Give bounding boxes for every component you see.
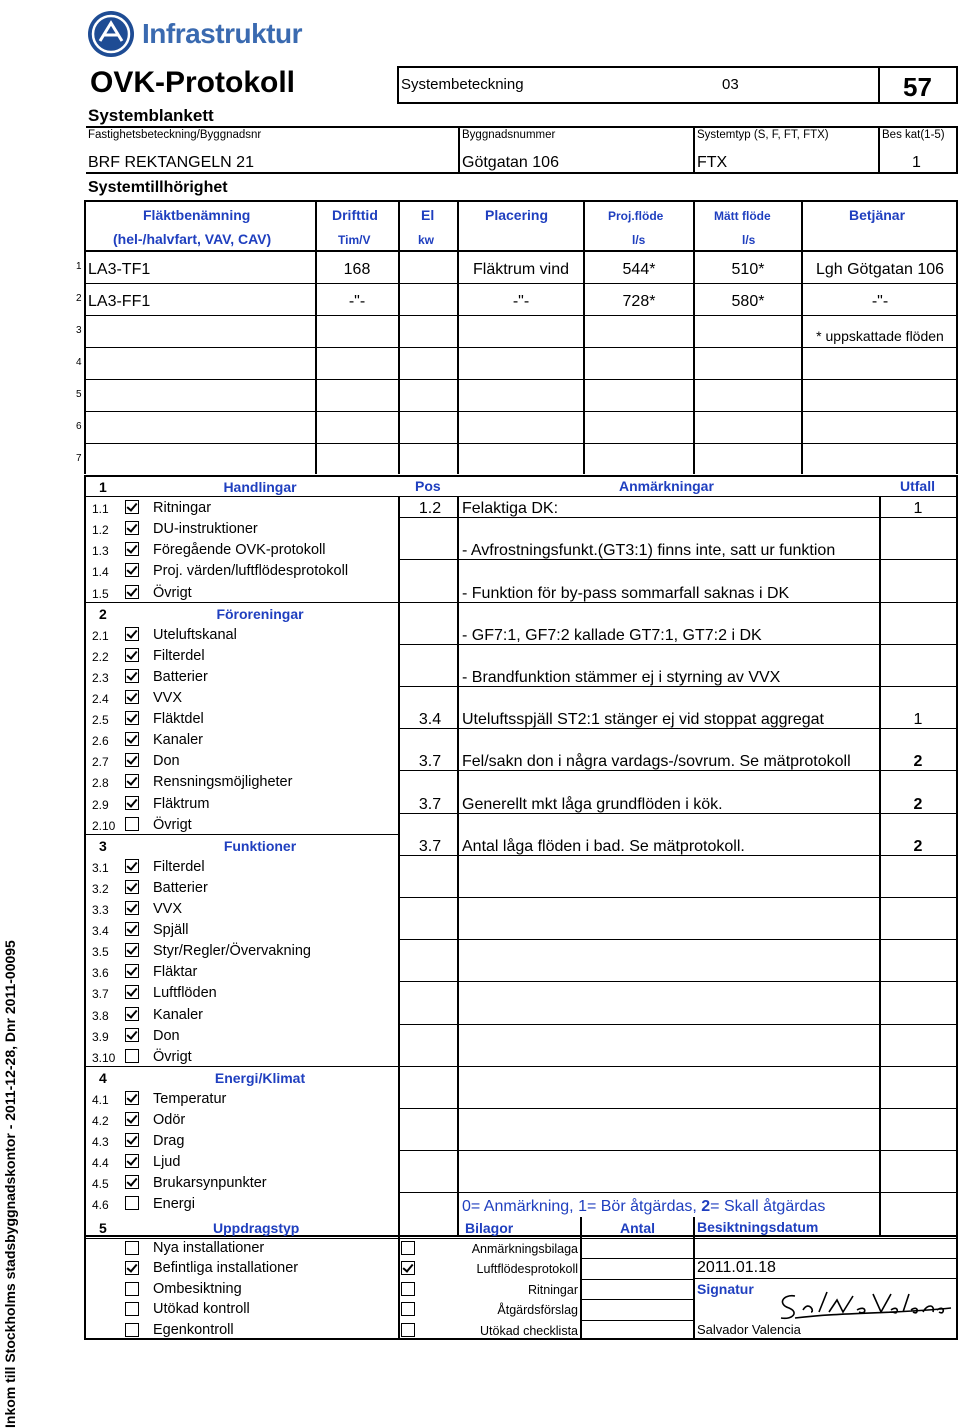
table-rule bbox=[956, 66, 958, 104]
checklist-item-number: 1.2 bbox=[92, 523, 109, 538]
uppdragstyp-checkbox[interactable] bbox=[125, 1261, 139, 1275]
remark-row-rule bbox=[398, 1024, 958, 1025]
table-rule bbox=[693, 1258, 958, 1259]
checklist-item-checkbox[interactable] bbox=[125, 1133, 139, 1147]
checklist-item-label: Odör bbox=[153, 1112, 186, 1128]
section-title: Föroreningar bbox=[216, 605, 304, 622]
header-pos: Pos bbox=[415, 478, 441, 494]
table-rule bbox=[879, 496, 881, 1237]
section-rule bbox=[84, 1066, 400, 1067]
systemtyp-value: FTX bbox=[697, 154, 728, 171]
fan-betjanar: * uppskattade flöden bbox=[816, 328, 944, 344]
checklist-item-number: 3.10 bbox=[92, 1050, 116, 1065]
checklist-item-number: 4.1 bbox=[92, 1092, 109, 1107]
fan-column-rule bbox=[457, 200, 459, 474]
remark-row-rule bbox=[398, 897, 958, 898]
checklist-item-checkbox[interactable] bbox=[125, 817, 139, 831]
table-rule bbox=[458, 126, 460, 174]
beskat-label: Bes kat(1-5) bbox=[882, 129, 945, 141]
checklist-item-number: 2.2 bbox=[92, 649, 109, 664]
checklist-item-number: 3.9 bbox=[92, 1029, 109, 1044]
table-rule bbox=[693, 126, 695, 174]
header-flaktbenamning-sub: (hel-/halvfart, VAV, CAV) bbox=[113, 231, 272, 247]
signatur-label: Signatur bbox=[697, 1281, 754, 1297]
remark-row-rule bbox=[398, 1150, 958, 1151]
antal-row-rule bbox=[580, 1279, 693, 1280]
remark-text: Uteluftsspjäll ST2:1 stänger ej vid stoppat aggregat bbox=[462, 711, 824, 729]
checklist-item-checkbox[interactable] bbox=[125, 922, 139, 936]
checklist-item-checkbox[interactable] bbox=[125, 1049, 139, 1063]
fan-column-rule bbox=[315, 200, 317, 474]
checklist-item-label: Ljud bbox=[153, 1154, 181, 1171]
page-title: OVK-Protokoll bbox=[90, 66, 296, 99]
table-rule bbox=[86, 126, 958, 128]
remark-text: - Avfrostningsfunkt.(GT3:1) finns inte, satt ur funktion bbox=[462, 542, 836, 560]
fan-row-rule bbox=[84, 411, 958, 412]
header-placering: Placering bbox=[485, 207, 549, 223]
checklist-item-checkbox[interactable] bbox=[125, 1175, 139, 1189]
section-number: 4 bbox=[99, 1069, 107, 1086]
checklist-item-label: Fläktar bbox=[153, 964, 198, 981]
remark-text: - Funktion för by-pass sommarfall saknas i DK bbox=[462, 584, 790, 602]
header-drifttid-unit: Tim/V bbox=[338, 233, 371, 247]
fastighet-label: Fastighetsbeteckning/Byggnadsnr bbox=[88, 129, 262, 141]
systemtillhorighet-heading: Systemtillhörighet bbox=[88, 179, 228, 196]
systemtyp-label: Systemtyp (S, F, FT, FTX) bbox=[697, 129, 829, 141]
checklist-item-number: 4.2 bbox=[92, 1114, 109, 1128]
page-subtitle: Systemblankett bbox=[88, 106, 214, 125]
checklist-item-number: 2.8 bbox=[92, 776, 109, 791]
bilaga-label: Ritningar bbox=[527, 1282, 578, 1297]
table-rule bbox=[84, 496, 958, 497]
systembeteckning-value: 03 bbox=[722, 76, 739, 93]
checklist-item-label: Kanaler bbox=[153, 1006, 203, 1023]
logo-emblem-icon bbox=[88, 11, 134, 57]
legend-part-2: 2 bbox=[701, 1198, 711, 1215]
bilaga-label: Utökad checklista bbox=[480, 1323, 578, 1338]
checklist-item-number: 3.3 bbox=[92, 903, 109, 917]
fan-row-rule bbox=[84, 347, 958, 348]
antal-row-rule bbox=[580, 1320, 693, 1321]
checklist-item-label: Ritningar bbox=[153, 500, 212, 517]
header-matt-unit: l/s bbox=[742, 233, 756, 247]
table-rule bbox=[457, 496, 459, 1237]
uppdragstyp-label: Nya installationer bbox=[153, 1240, 265, 1256]
fan-name: LA3-TF1 bbox=[88, 261, 151, 278]
fan-row-number: 4 bbox=[76, 357, 82, 368]
checklist-item-checkbox[interactable] bbox=[125, 964, 139, 978]
checklist-item-checkbox[interactable] bbox=[125, 753, 139, 767]
checklist-item-checkbox[interactable] bbox=[125, 859, 139, 873]
table-rule bbox=[84, 1217, 86, 1339]
uppdragstyp-checkbox[interactable] bbox=[125, 1302, 139, 1316]
checklist-item-label: Filterdel bbox=[153, 858, 205, 875]
checklist-item-number: 2.3 bbox=[92, 670, 109, 685]
header-anmarkningar: Anmärkningar bbox=[619, 478, 714, 494]
checklist-item-number: 4.3 bbox=[92, 1135, 109, 1150]
fan-row-number: 5 bbox=[76, 389, 82, 400]
fan-row-number: 6 bbox=[76, 421, 82, 432]
table-rule bbox=[398, 1217, 400, 1339]
fan-name: LA3-FF1 bbox=[88, 293, 151, 310]
checklist-item-checkbox[interactable] bbox=[125, 880, 139, 894]
checklist-item-number: 1.5 bbox=[92, 586, 109, 601]
section-5-number: 5 bbox=[99, 1220, 107, 1236]
checklist-item-checkbox[interactable] bbox=[125, 1028, 139, 1042]
header-matt-flode: Mätt flöde bbox=[714, 209, 771, 223]
section-number: 3 bbox=[99, 837, 107, 854]
checklist-item-number: 1.1 bbox=[92, 502, 109, 517]
remark-text: - GF7:1, GF7:2 kallade GT7:1, GT7:2 i DK bbox=[462, 626, 762, 644]
remark-utfall: 2 bbox=[913, 837, 923, 855]
bilagor-label: Bilagor bbox=[465, 1220, 514, 1236]
uppdragstyp-label: Befintliga installationer bbox=[153, 1260, 299, 1277]
bilaga-checkbox[interactable] bbox=[401, 1323, 415, 1337]
fan-column-rule bbox=[398, 200, 400, 474]
checklist-item-label: Batterier bbox=[153, 879, 208, 896]
table-rule bbox=[84, 475, 958, 477]
checklist-item-checkbox[interactable] bbox=[125, 796, 139, 810]
checklist-item-number: 4.6 bbox=[92, 1198, 109, 1213]
fan-column-rule bbox=[693, 200, 695, 474]
fan-row-rule bbox=[84, 379, 958, 380]
checklist-item-label: Övrigt bbox=[153, 584, 192, 601]
header-proj-unit: l/s bbox=[632, 233, 646, 247]
checklist-item-checkbox[interactable] bbox=[125, 648, 139, 662]
table-rule bbox=[86, 172, 958, 174]
checklist-item-label: Brukarsynpunkter bbox=[153, 1175, 267, 1192]
fan-row-number: 1 bbox=[76, 261, 82, 272]
checklist-item-number: 3.5 bbox=[92, 945, 109, 960]
checklist-item-label: Don bbox=[153, 1027, 180, 1044]
systembeteckning-label: Systembeteckning bbox=[401, 76, 524, 93]
fan-row-number: 7 bbox=[76, 453, 82, 464]
checklist-item-label: Energi bbox=[153, 1196, 195, 1213]
section-number: 1 bbox=[99, 479, 107, 495]
fan-row-number: 2 bbox=[76, 293, 82, 304]
table-rule bbox=[84, 475, 86, 1237]
uppdragstyp-label: Utökad kontroll bbox=[153, 1301, 250, 1318]
fan-column-rule bbox=[583, 200, 585, 474]
byggnadsnummer-value: Götgatan 106 bbox=[462, 154, 559, 171]
table-rule bbox=[397, 102, 958, 104]
table-rule bbox=[84, 200, 958, 202]
fan-proj-flode: 728* bbox=[622, 293, 656, 310]
remark-row-rule bbox=[398, 1066, 958, 1067]
fan-drifttid: -"- bbox=[348, 293, 366, 310]
checklist-item-label: Fläktdel bbox=[153, 711, 204, 728]
checklist-item-number: 2.4 bbox=[92, 692, 109, 706]
checklist-item-number: 2.10 bbox=[92, 818, 116, 833]
section-rule bbox=[84, 602, 400, 603]
remark-row-rule bbox=[398, 981, 958, 982]
checklist-item-checkbox[interactable] bbox=[125, 1154, 139, 1168]
checklist-item-number: 3.6 bbox=[92, 966, 109, 981]
fan-betjanar: -"- bbox=[871, 293, 889, 310]
antal-label: Antal bbox=[620, 1220, 655, 1236]
uppdragstyp-label: Ombesiktning bbox=[153, 1280, 242, 1297]
remark-text: - Brandfunktion stämmer ej i styrning av VVX bbox=[462, 668, 781, 686]
fan-row-rule bbox=[84, 283, 958, 284]
remark-row-rule bbox=[398, 1108, 958, 1109]
checklist-item-label: Temperatur bbox=[153, 1090, 227, 1107]
checklist-item-number: 4.4 bbox=[92, 1156, 109, 1171]
checklist-item-number: 3.8 bbox=[92, 1008, 109, 1023]
checklist-item-label: Drag bbox=[153, 1133, 185, 1150]
checklist-item-checkbox[interactable] bbox=[125, 1196, 139, 1210]
handwritten-signature bbox=[775, 1282, 955, 1324]
remark-row-rule bbox=[398, 939, 958, 940]
remark-text: Generellt mkt låga grundflöden i kök. bbox=[462, 795, 723, 813]
checklist-item-label: Don bbox=[153, 753, 180, 770]
checklist-item-label: VVX bbox=[153, 690, 183, 706]
checklist-item-checkbox[interactable] bbox=[125, 985, 139, 999]
checklist-item-checkbox[interactable] bbox=[125, 1007, 139, 1021]
checklist-item-checkbox[interactable] bbox=[125, 1091, 139, 1105]
fan-placering: Fläktrum vind bbox=[472, 261, 570, 278]
antal-row-rule bbox=[580, 1299, 693, 1300]
section-title: Funktioner bbox=[223, 837, 297, 854]
checklist-item-label: Batterier bbox=[153, 668, 208, 685]
remark-utfall: 1 bbox=[913, 500, 923, 518]
uppdragstyp-checkbox[interactable] bbox=[125, 1282, 139, 1296]
checklist-item-label: Proj. värden/luftflödesprotokoll bbox=[153, 563, 349, 580]
fan-row-rule bbox=[84, 443, 958, 444]
section-title: Energi/Klimat bbox=[214, 1069, 306, 1086]
table-rule bbox=[956, 126, 958, 174]
fastighet-value: BRF REKTANGELN 21 bbox=[88, 154, 254, 171]
fan-row-rule bbox=[84, 315, 958, 316]
section-title: Handlingar bbox=[223, 479, 297, 495]
protocol-number: 57 bbox=[903, 72, 932, 102]
besiktningsdatum-label: Besiktningsdatum bbox=[697, 1219, 819, 1235]
table-rule bbox=[878, 66, 880, 104]
checklist-item-checkbox[interactable] bbox=[125, 943, 139, 957]
checklist-item-checkbox[interactable] bbox=[125, 690, 139, 704]
table-rule bbox=[84, 1338, 958, 1340]
bilaga-checkbox[interactable] bbox=[401, 1241, 415, 1255]
checklist-item-number: 1.3 bbox=[92, 544, 109, 559]
checklist-item-label: DU-instruktioner bbox=[153, 521, 258, 538]
table-rule bbox=[956, 475, 958, 1237]
remark-utfall: 2 bbox=[913, 753, 923, 771]
uppdragstyp-checkbox[interactable] bbox=[125, 1323, 139, 1337]
bilaga-checkbox[interactable] bbox=[401, 1261, 415, 1275]
checklist-item-label: VVX bbox=[153, 901, 183, 917]
checklist-item-number: 1.4 bbox=[92, 565, 109, 580]
fan-matt-flode: 510* bbox=[731, 261, 765, 278]
table-rule bbox=[84, 250, 958, 252]
checklist-item-number: 3.7 bbox=[92, 987, 109, 1002]
remark-pos: 3.4 bbox=[418, 711, 442, 729]
legend-part-3: = Skall åtgärdas bbox=[710, 1198, 826, 1215]
checklist-item-checkbox[interactable] bbox=[125, 732, 139, 746]
checklist-item-number: 4.5 bbox=[92, 1177, 109, 1192]
checklist-item-number: 2.5 bbox=[92, 713, 109, 728]
checklist-item-label: Övrigt bbox=[153, 1048, 192, 1065]
remark-utfall: 1 bbox=[913, 711, 923, 729]
table-rule bbox=[397, 66, 958, 68]
bilaga-checkbox[interactable] bbox=[401, 1282, 415, 1296]
uppdragstyp-checkbox[interactable] bbox=[125, 1241, 139, 1255]
table-rule bbox=[693, 1278, 958, 1279]
remark-text: Antal låga flöden i bad. Se mätprotokoll. bbox=[462, 837, 745, 855]
section-rule bbox=[84, 834, 400, 835]
fan-column-rule bbox=[84, 200, 86, 474]
checklist-item-label: Rensningsmöjligheter bbox=[153, 774, 293, 791]
checklist-item-checkbox[interactable] bbox=[125, 1112, 139, 1126]
table-rule bbox=[84, 1238, 958, 1239]
checklist-item-label: Fläktrum bbox=[153, 795, 210, 812]
bilaga-label: Luftflödesprotokoll bbox=[476, 1262, 578, 1277]
checklist-item-checkbox[interactable] bbox=[125, 627, 139, 641]
remark-text: Fel/sakn don i några vardags-/sovrum. Se mätprotokoll bbox=[462, 753, 851, 771]
checklist-item-label: Styr/Regler/Övervakning bbox=[153, 943, 311, 960]
table-rule bbox=[878, 126, 880, 174]
checklist-item-checkbox[interactable] bbox=[125, 774, 139, 788]
checklist-item-label: Filterdel bbox=[153, 647, 205, 664]
checklist-item-number: 2.7 bbox=[92, 755, 109, 770]
table-rule bbox=[397, 66, 399, 104]
header-el-unit: kw bbox=[418, 233, 435, 247]
signature-name: Salvador Valencia bbox=[697, 1322, 801, 1337]
checklist-item-label: Kanaler bbox=[153, 732, 203, 749]
remark-row-rule bbox=[398, 1192, 958, 1193]
remark-pos: 3.7 bbox=[418, 795, 442, 813]
fan-proj-flode: 544* bbox=[622, 261, 656, 278]
antal-row-rule bbox=[580, 1258, 693, 1259]
checklist-item-checkbox[interactable] bbox=[125, 585, 139, 599]
fan-row-number: 3 bbox=[76, 325, 82, 336]
checklist-item-number: 2.9 bbox=[92, 797, 109, 812]
section-5-label: Uppdragstyp bbox=[213, 1220, 300, 1236]
checklist-item-label: Spjäll bbox=[153, 922, 189, 939]
logo-text: Infrastruktur bbox=[142, 18, 302, 49]
checklist-item-checkbox[interactable] bbox=[125, 542, 139, 556]
checklist-item-checkbox[interactable] bbox=[125, 669, 139, 683]
section-number: 2 bbox=[99, 605, 107, 622]
checklist-item-number: 3.2 bbox=[92, 881, 109, 896]
header-flaktbenamning: Fläktbenämning bbox=[143, 207, 251, 223]
bilaga-checkbox[interactable] bbox=[401, 1302, 415, 1316]
fan-matt-flode: 580* bbox=[731, 293, 765, 310]
header-utfall: Utfall bbox=[900, 478, 935, 494]
fan-drifttid: 168 bbox=[343, 261, 371, 278]
remark-pos: 3.7 bbox=[418, 753, 442, 771]
utfall-legend bbox=[462, 1198, 825, 1216]
header-proj-flode: Proj.flöde bbox=[608, 209, 664, 223]
legend-part-1: 0= Anmärkning, 1= Bör åtgärdas, bbox=[462, 1198, 702, 1215]
checklist-item-number: 3.4 bbox=[92, 924, 109, 939]
header-drifttid: Drifttid bbox=[332, 207, 378, 223]
remark-utfall: 2 bbox=[913, 795, 923, 813]
checklist-item-number: 2.1 bbox=[92, 628, 109, 643]
checklist-item-label: Övrigt bbox=[153, 816, 192, 833]
checklist-item-number: 3.1 bbox=[92, 860, 109, 875]
fan-betjanar: Lgh Götgatan 106 bbox=[815, 261, 945, 278]
checklist-item-checkbox[interactable] bbox=[125, 711, 139, 725]
uppdragstyp-label: Egenkontroll bbox=[153, 1321, 234, 1338]
byggnadsnummer-label: Byggnadsnummer bbox=[462, 129, 556, 141]
received-stamp-text: Inkom till Stockholms stadsbyggnadskontor - 2011-12-28, Dnr 2011-00095 bbox=[2, 940, 18, 1428]
checklist-item-label: Föregående OVK-protokoll bbox=[153, 542, 326, 559]
checklist-item-checkbox[interactable] bbox=[125, 563, 139, 577]
header-betjanar: Betjänar bbox=[849, 207, 906, 223]
remark-pos: 1.2 bbox=[418, 500, 442, 518]
fan-placering: -"- bbox=[512, 293, 530, 310]
checklist-item-checkbox[interactable] bbox=[125, 901, 139, 915]
bilaga-label: Anmärkningsbilaga bbox=[471, 1242, 578, 1256]
remark-pos: 3.7 bbox=[418, 837, 442, 855]
header-el: El bbox=[421, 207, 435, 223]
beskat-value: 1 bbox=[912, 154, 921, 171]
checklist-item-checkbox[interactable] bbox=[125, 521, 139, 535]
remark-text: Felaktiga DK: bbox=[462, 500, 559, 518]
besiktningsdatum-value: 2011.01.18 bbox=[697, 1259, 776, 1276]
bilaga-label: Åtgärdsförslag bbox=[497, 1303, 578, 1318]
checklist-item-label: Uteluftskanal bbox=[153, 626, 237, 643]
checklist-item-label: Luftflöden bbox=[153, 985, 217, 1002]
checklist-item-checkbox[interactable] bbox=[125, 500, 139, 514]
checklist-item-number: 2.6 bbox=[92, 734, 109, 749]
